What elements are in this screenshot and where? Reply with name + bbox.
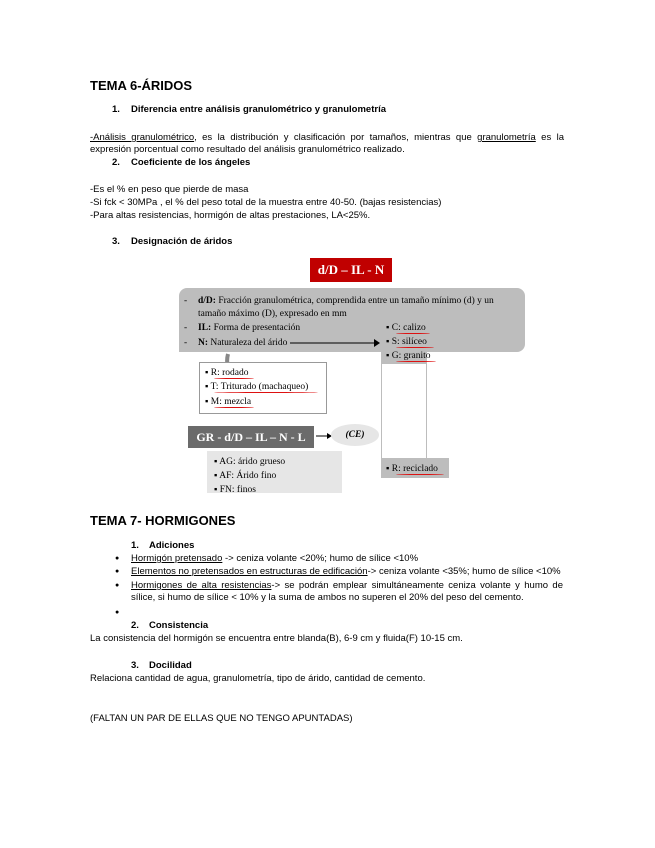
reciclado-text: R: reciclado: [391, 464, 438, 474]
dD-line1: [198, 295, 518, 307]
dD-label: d/D:: [198, 296, 216, 306]
tema7-consistencia-text: La consistencia del hormigón se encuentra entre blanda(B), 6-9 cm y fluida(F) 10-15 cm.: [90, 633, 463, 644]
size-item-fn: ▪ FN: finos: [214, 485, 256, 495]
af-text: AF: Árido fino: [219, 471, 277, 481]
il-label: IL:: [198, 323, 212, 333]
underline-mezcla: [214, 407, 254, 408]
tema6-line1: -Es el % en peso que pierde de masa: [90, 184, 249, 195]
tema6-s3-title: Designación de áridos: [131, 236, 233, 247]
shape-item-mezcla: ▪ M: mezcla: [205, 397, 252, 407]
tema6-line3: -Para altas resistencias, hormigón de altas prestaciones, LA<25%.: [90, 210, 371, 221]
underline-siliceo: [396, 347, 434, 348]
underline-granito: [396, 361, 436, 362]
ag-text: AG: árido grueso: [219, 457, 286, 467]
tema7-s3-num: 3.: [131, 660, 139, 671]
mezcla-text: M: mezcla: [210, 397, 252, 407]
shape-item-rodado: ▪ R: rodado: [205, 368, 249, 378]
dD-line2: tamaño máximo (D), expresado en mm: [198, 309, 347, 319]
nature-item-calizo: ▪ C: calizo: [386, 323, 426, 333]
calizo-text: C: calizo: [391, 323, 426, 333]
tema7-s3-title: Docilidad: [149, 660, 192, 671]
n-line: [198, 337, 287, 349]
tema6-s1-title: Diferencia entre análisis granulométrico y granulometría: [131, 104, 386, 115]
b3-rest: -> se podrán emplear simultáneamente ceniza volante y humo de sílice, si humo de sílice < 10% y la suma de ambos no superen el 20% del peso del cemento.: [131, 580, 563, 603]
ce-badge: (CE): [331, 424, 379, 446]
il-line: [198, 322, 300, 334]
underline-triturado: [214, 392, 318, 393]
tema6-s3-num: 3.: [112, 236, 120, 247]
size-item-af: ▪ AF: Árido fino: [214, 471, 277, 481]
nature-item-siliceo: ▪ S: silíceo: [386, 337, 427, 347]
term-granulometria: granulometría: [477, 132, 536, 143]
term-analisis: -Análisis granulométrico: [90, 132, 195, 143]
tema7-title: TEMA 7- HORMIGONES: [90, 513, 236, 528]
tema6-title: TEMA 6-ÁRIDOS: [90, 78, 193, 93]
bullet-alta-resistencia: [131, 580, 563, 604]
dash: -: [184, 338, 188, 348]
designation-banner: d/D – IL - N: [310, 258, 392, 282]
tema6-line2: -Si fck < 30MPa , el % del peso total de la muestra entre 40-50. (bajas resistencias): [90, 197, 442, 208]
tema7-note: (FALTAN UN PAR DE ELLAS QUE NO TENGO APUNTADAS): [90, 713, 353, 724]
dash: -: [184, 296, 188, 306]
p1-mid: , es la distribución y clasificación por tamaños, mientras que: [194, 132, 478, 143]
p1-rest: es la expresión porcentual como resultado del análisis granulométrico realizado.: [90, 132, 564, 155]
n-text: Naturaleza del árido: [210, 338, 288, 348]
tema6-s1-num: 1.: [112, 104, 120, 115]
gr-banner: GR - d/D – IL – N - L: [188, 426, 314, 448]
tema6-s2-num: 2.: [112, 157, 120, 168]
b1-rest: -> ceniza volante <20%; humo de sílice <10%: [222, 553, 419, 564]
nature-item-reciclado: ▪ R: reciclado: [386, 464, 438, 474]
dash: -: [184, 323, 188, 333]
triturado-text: T: Triturado (machaqueo): [210, 382, 309, 392]
tema6-paragraph1: [90, 132, 564, 156]
tema7-s2-num: 2.: [131, 620, 139, 631]
tema7-docilidad-text: Relaciona cantidad de agua, granulometría, tipo de árido, cantidad de cemento.: [90, 673, 426, 684]
bullet-pretensado: [131, 553, 418, 565]
tema6-s2-title: Coeficiente de los ángeles: [131, 157, 251, 168]
term-alta-resistencia: Hormigones de alta resistencias: [131, 580, 272, 591]
bullet-no-pretensados: [131, 566, 561, 578]
n-label: N:: [198, 338, 209, 348]
tema7-s2-title: Consistencia: [149, 620, 209, 631]
granito-text: G: granito: [391, 351, 431, 361]
term-no-pretensados: Elementos no pretensados en estructuras de edificación: [131, 566, 368, 577]
arrow-to-nature: [290, 337, 380, 349]
nature-item-granito: ▪ G: granito: [386, 351, 431, 361]
term-pretensado: Hormigón pretensado: [131, 553, 223, 564]
underline-rodado: [214, 378, 254, 379]
underline-reciclado: [396, 474, 444, 475]
arrow-to-ce: [316, 431, 332, 441]
rodado-text: R: rodado: [210, 368, 249, 378]
dD-text1: Fracción granulométrica, comprendida entre un tamaño mínimo (d) y un: [218, 296, 494, 306]
size-item-ag: ▪ AG: árido grueso: [214, 457, 286, 467]
tema7-s1-num: 1.: [131, 540, 139, 551]
fn-text: FN: finos: [219, 485, 256, 495]
il-text: Forma de presentación: [213, 323, 301, 333]
siliceo-text: S: silíceo: [391, 337, 427, 347]
underline-calizo: [396, 333, 430, 334]
shape-item-triturado: ▪ T: Triturado (machaqueo): [205, 382, 309, 392]
nature-white-box: [381, 363, 427, 473]
tema7-s1-title: Adiciones: [149, 540, 195, 551]
b2-rest: -> ceniza volante <35%; humo de sílice <10%: [367, 566, 561, 577]
